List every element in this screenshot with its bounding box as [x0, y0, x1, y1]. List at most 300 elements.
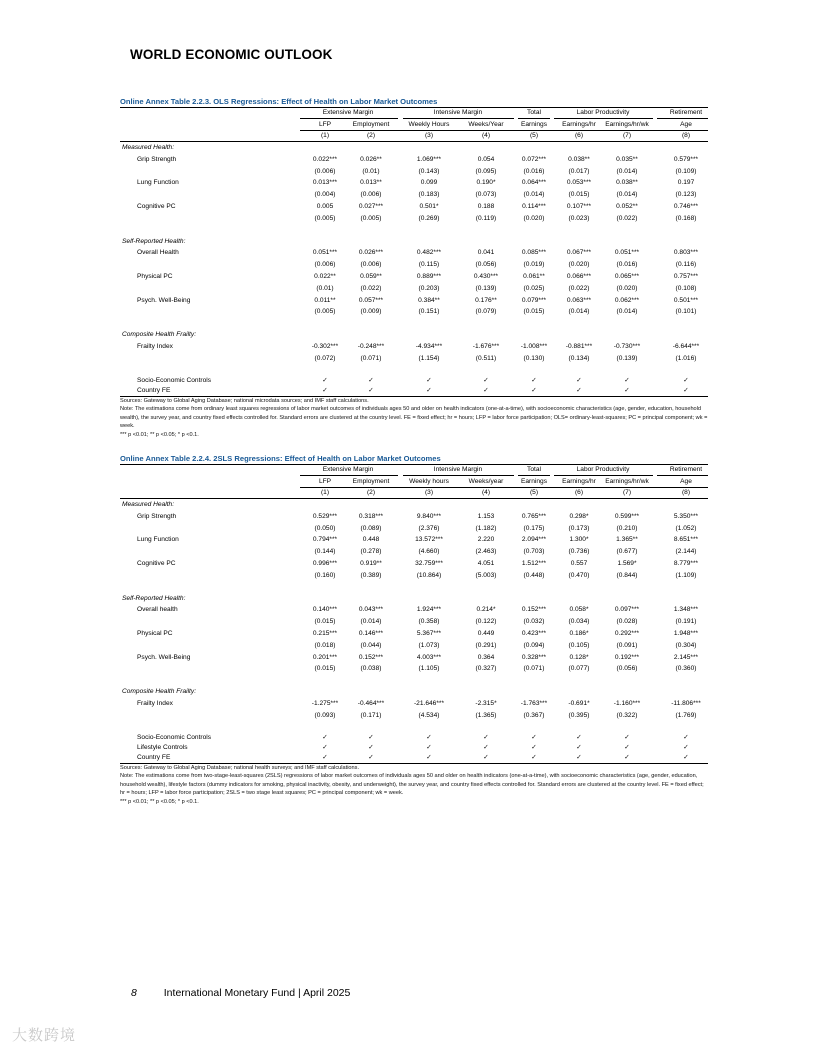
check-icon: ✓: [531, 753, 537, 761]
coef-cell: 0.146***: [358, 629, 384, 637]
column-number: (4): [481, 132, 491, 139]
coef-cell: 0.022***: [312, 155, 338, 163]
check-icon: ✓: [576, 733, 582, 741]
se-cell: (0.022): [360, 284, 382, 292]
coef-cell: 5.367***: [416, 629, 442, 637]
column-number: (2): [366, 132, 376, 139]
coef-cell: 1.948***: [673, 629, 699, 637]
se-cell: (0.018): [314, 641, 336, 649]
se-cell: (10.864): [416, 571, 442, 579]
coef-cell: 0.298*: [569, 512, 589, 520]
column-number: (6): [574, 489, 584, 496]
coef-cell: 0.128*: [569, 653, 589, 661]
se-cell: (0.130): [523, 354, 545, 362]
ols-table: [120, 97, 708, 440]
controls-label: Socio-Economic Controls: [137, 376, 212, 384]
coef-cell: 0.215***: [312, 629, 338, 637]
check-icon: ✓: [576, 753, 582, 761]
check-icon: ✓: [483, 743, 489, 751]
column-number: (8): [681, 132, 691, 139]
coef-cell: -11.806***: [671, 699, 701, 707]
coef-cell: 0.765***: [521, 512, 547, 520]
se-cell: (0.134): [568, 354, 590, 362]
row-label: Grip Strength: [137, 155, 177, 163]
note-line: Sources: Gateway to Global Aging Database; national health surveys; and IMF staff calculations.: [120, 764, 360, 771]
coef-cell: 0.186*: [569, 629, 589, 637]
group-header: Extensive Margin: [322, 109, 374, 116]
check-icon: ✓: [426, 753, 432, 761]
check-icon: ✓: [368, 386, 374, 394]
check-icon: ✓: [368, 733, 374, 741]
se-cell: (0.073): [475, 191, 497, 199]
coef-cell: 0.423***: [521, 629, 547, 637]
se-cell: (0.115): [418, 261, 440, 269]
column-header: Age: [680, 478, 692, 485]
se-cell: (0.139): [616, 354, 638, 362]
coef-cell: 0.152***: [358, 653, 384, 661]
group-header: Intensive Margin: [433, 466, 483, 473]
se-cell: (4.534): [418, 711, 440, 719]
check-icon: ✓: [624, 386, 630, 394]
coef-cell: 0.097***: [614, 606, 640, 614]
row-label: Cognitive PC: [137, 559, 176, 567]
section-row: [120, 329, 708, 341]
coef-cell: 0.011**: [314, 296, 336, 304]
section-gap: [120, 582, 708, 593]
se-row: [120, 663, 708, 675]
column-header: Earnings: [520, 121, 548, 128]
se-cell: (0.005): [314, 308, 336, 316]
coef-cell: 0.328***: [521, 653, 547, 661]
check-icon: ✓: [426, 743, 432, 751]
se-cell: (0.360): [675, 665, 697, 673]
table-row: [120, 201, 708, 213]
controls-row: [120, 733, 708, 743]
column-header: Weekly hours: [409, 478, 449, 485]
check-icon: ✓: [576, 376, 582, 384]
coef-cell: 0.062***: [614, 296, 640, 304]
coef-cell: 32.759***: [415, 559, 443, 567]
controls-label: Socio-Economic Controls: [137, 733, 212, 741]
se-cell: (0.448): [523, 571, 545, 579]
coef-cell: 0.027***: [358, 202, 384, 210]
se-cell: (0.014): [568, 308, 590, 316]
coef-cell: 1.569*: [617, 559, 637, 567]
se-cell: (0.175): [523, 524, 545, 532]
row-label: Grip Strength: [137, 512, 177, 520]
coef-cell: 0.052**: [616, 202, 638, 210]
group-header: Retirement: [669, 109, 703, 116]
coef-cell: 0.013**: [360, 179, 382, 187]
se-cell: (0.038): [360, 665, 382, 673]
se-row: [120, 353, 708, 365]
coef-cell: 0.085***: [521, 249, 547, 257]
column-number: (5): [529, 132, 539, 139]
row-label: Cognitive PC: [137, 202, 176, 210]
coef-cell: 0.197: [677, 179, 695, 187]
column-number: (1): [320, 132, 330, 139]
column-header: Earnings/hr/wk: [605, 478, 649, 485]
column-number: (5): [529, 489, 539, 496]
coef-cell: 0.201***: [312, 653, 338, 661]
group-underline: [657, 475, 708, 476]
se-cell: (0.203): [418, 284, 440, 292]
se-cell: (0.056): [475, 261, 497, 269]
coef-cell: 0.176**: [475, 296, 497, 304]
se-cell: (0.071): [360, 354, 382, 362]
group-underline: [554, 475, 653, 476]
check-icon: ✓: [624, 753, 630, 761]
coef-cell: 0.188: [477, 202, 495, 210]
row-label: Psych. Well-Being: [137, 653, 191, 661]
section-label: Self-Reported Health:: [122, 237, 186, 245]
se-cell: (1.052): [675, 524, 697, 532]
se-cell: (0.108): [675, 284, 697, 292]
se-cell: (0.191): [675, 618, 697, 626]
se-cell: (0.119): [475, 214, 497, 222]
se-cell: (0.004): [314, 191, 336, 199]
coef-cell: 0.035**: [616, 155, 638, 163]
coef-cell: 0.026***: [358, 249, 384, 257]
coef-cell: 0.057***: [358, 296, 384, 304]
row-label: Frailty Index: [137, 699, 173, 707]
coef-cell: 0.152***: [521, 606, 547, 614]
coef-cell: 0.058*: [569, 606, 589, 614]
se-cell: (0.703): [523, 548, 545, 556]
se-cell: (0.094): [523, 641, 545, 649]
coef-cell: -6.644***: [672, 342, 700, 350]
se-cell: (0.017): [568, 167, 590, 175]
coef-cell: 0.067***: [566, 249, 592, 257]
row-label: Overall Health: [137, 249, 179, 257]
coef-cell: 9.840***: [416, 512, 442, 520]
section-gap: [120, 675, 708, 686]
se-cell: (0.014): [616, 167, 638, 175]
table-notes: [120, 764, 708, 807]
table-row: [120, 247, 708, 259]
table-row: [120, 698, 708, 710]
group-header: Total: [527, 466, 541, 473]
row-label: Physical PC: [137, 272, 173, 280]
check-icon: ✓: [576, 743, 582, 751]
check-icon: ✓: [426, 376, 432, 384]
se-cell: (0.01): [316, 284, 334, 292]
se-cell: (0.079): [475, 308, 497, 316]
check-icon: ✓: [368, 743, 374, 751]
se-row: [120, 283, 708, 295]
se-cell: (0.019): [523, 261, 545, 269]
group-header: Labor Productivity: [576, 466, 630, 473]
se-cell: (0.071): [523, 665, 545, 673]
group-underline: [554, 118, 653, 119]
coef-cell: 0.384**: [418, 296, 440, 304]
se-cell: (0.056): [616, 665, 638, 673]
check-icon: ✓: [531, 733, 537, 741]
coef-cell: 0.065***: [614, 272, 640, 280]
column-number: (7): [622, 132, 632, 139]
coef-cell: 0.746***: [673, 202, 699, 210]
column-number: (3): [424, 489, 434, 496]
coef-cell: 0.059**: [360, 272, 382, 280]
check-icon: ✓: [683, 743, 689, 751]
check-icon: ✓: [624, 733, 630, 741]
se-cell: (0.143): [418, 167, 440, 175]
section-label: Measured Health:: [122, 144, 175, 151]
table-body: [120, 499, 708, 763]
se-cell: (0.395): [568, 711, 590, 719]
se-cell: (0.015): [314, 618, 336, 626]
coef-cell: 0.079***: [521, 296, 547, 304]
controls-gap: [120, 365, 708, 376]
column-header: LFP: [318, 478, 332, 485]
coef-cell: 0.919**: [360, 559, 382, 567]
check-icon: ✓: [531, 743, 537, 751]
coef-cell: 1.365**: [616, 536, 638, 544]
se-cell: (0.050): [314, 524, 336, 532]
se-cell: (0.089): [360, 524, 382, 532]
coef-cell: 1.512***: [521, 559, 547, 567]
coef-cell: 0.501*: [419, 202, 439, 210]
table-row: [120, 154, 708, 166]
coef-cell: 1.153: [477, 512, 495, 520]
coef-cell: 2.094***: [521, 536, 547, 544]
check-icon: ✓: [322, 376, 328, 384]
coef-cell: -0.730***: [613, 342, 641, 350]
coef-cell: 0.051***: [312, 249, 338, 257]
se-cell: (0.105): [568, 641, 590, 649]
coef-cell: 8.779***: [673, 559, 699, 567]
table-body: [120, 142, 708, 396]
check-icon: ✓: [624, 743, 630, 751]
coef-cell: 0.114***: [522, 202, 546, 210]
se-cell: (1.105): [418, 665, 440, 673]
column-number: (1): [320, 489, 330, 496]
coef-cell: 0.803***: [673, 249, 699, 257]
se-cell: (0.028): [616, 618, 638, 626]
page-footer: [131, 987, 350, 999]
column-number: (8): [681, 489, 691, 496]
controls-label: Country FE: [137, 753, 171, 761]
section-label: Measured Health:: [122, 501, 175, 508]
se-cell: (0.006): [360, 191, 382, 199]
se-cell: (0.005): [314, 214, 336, 222]
se-cell: (2.376): [418, 524, 440, 532]
coef-cell: -2.315*: [475, 699, 497, 707]
coef-cell: 0.579***: [673, 155, 699, 163]
se-row: [120, 570, 708, 582]
se-cell: (1.016): [675, 354, 697, 362]
table-row: [120, 534, 708, 546]
group-underline: [300, 475, 398, 476]
check-icon: ✓: [483, 386, 489, 394]
section-row: [120, 593, 708, 605]
se-cell: (0.269): [418, 214, 440, 222]
group-underline: [518, 118, 550, 119]
controls-label: Lifestyle Controls: [137, 743, 188, 751]
se-cell: (0.014): [616, 191, 638, 199]
group-underline: [403, 475, 514, 476]
row-label: Psych. Well-Being: [137, 296, 191, 304]
table-header: [120, 108, 708, 141]
note-line: Sources: Gateway to Global Aging Database; national microdata sources; and IMF staff calculations.: [120, 397, 369, 404]
se-cell: (0.015): [568, 191, 590, 199]
column-header: Earnings/hr: [562, 121, 596, 128]
check-icon: ✓: [322, 743, 328, 751]
coef-cell: 0.005: [316, 202, 334, 210]
coef-cell: 0.501***: [673, 296, 699, 304]
se-cell: (0.01): [362, 167, 380, 175]
se-cell: (0.278): [360, 548, 382, 556]
coef-cell: -4.934***: [415, 342, 443, 350]
table-row: [120, 604, 708, 616]
se-cell: (0.091): [616, 641, 638, 649]
coef-cell: 0.996***: [312, 559, 338, 567]
section-gap: [120, 225, 708, 236]
se-cell: (0.044): [360, 641, 382, 649]
group-underline: [657, 118, 708, 119]
check-icon: ✓: [683, 376, 689, 384]
check-icon: ✓: [531, 386, 537, 394]
column-number: (6): [574, 132, 584, 139]
coef-cell: 0.038**: [568, 155, 590, 163]
check-icon: ✓: [483, 376, 489, 384]
table-title: Online Annex Table 2.2.4. 2SLS Regressions: Effect of Health on Labor Market Outcomes: [120, 454, 441, 463]
se-cell: (0.022): [616, 214, 638, 222]
se-row: [120, 546, 708, 558]
coef-cell: -1.160***: [613, 699, 641, 707]
coef-cell: 0.430***: [473, 272, 499, 280]
group-underline: [403, 118, 514, 119]
se-cell: (0.109): [675, 167, 697, 175]
note-line: *** p <0.01; ** p <0.05; * p <0.1.: [120, 798, 199, 805]
controls-row: [120, 753, 708, 763]
se-cell: (0.322): [616, 711, 638, 719]
se-cell: (0.006): [360, 261, 382, 269]
row-label: Lung Function: [137, 536, 179, 544]
coef-cell: 0.449: [477, 629, 495, 637]
column-header: Earnings/hr: [562, 478, 596, 485]
check-icon: ✓: [483, 753, 489, 761]
se-row: [120, 166, 708, 178]
se-cell: (2.463): [475, 548, 497, 556]
se-cell: (0.173): [568, 524, 590, 532]
check-icon: ✓: [576, 386, 582, 394]
column-number: (2): [366, 489, 376, 496]
table-title: Online Annex Table 2.2.3. OLS Regressions: Effect of Health on Labor Market Outcomes: [120, 97, 438, 106]
se-cell: (1.182): [475, 524, 497, 532]
column-header: Age: [680, 121, 692, 128]
check-icon: ✓: [322, 386, 328, 394]
coef-cell: 0.053***: [566, 179, 592, 187]
se-cell: (0.014): [616, 308, 638, 316]
check-icon: ✓: [322, 753, 328, 761]
se-cell: (0.677): [616, 548, 638, 556]
table-row: [120, 341, 708, 353]
se-cell: (0.093): [314, 711, 336, 719]
coef-cell: 1.069***: [416, 155, 442, 163]
coef-cell: 1.924***: [416, 606, 442, 614]
se-cell: (1.154): [418, 354, 440, 362]
se-cell: (1.073): [418, 641, 440, 649]
se-cell: (0.151): [418, 308, 440, 316]
coef-cell: 0.292***: [614, 629, 640, 637]
coef-cell: -0.302***: [311, 342, 339, 350]
table-row: [120, 628, 708, 640]
check-icon: ✓: [483, 733, 489, 741]
group-underline: [518, 475, 550, 476]
coef-cell: 0.482***: [416, 249, 442, 257]
se-cell: (0.358): [418, 618, 440, 626]
column-number: (7): [622, 489, 632, 496]
coef-cell: 2.145***: [673, 653, 699, 661]
coef-cell: 0.889***: [416, 272, 442, 280]
se-cell: (0.077): [568, 665, 590, 673]
se-cell: (0.844): [616, 571, 638, 579]
coef-cell: 0.051***: [614, 249, 640, 257]
column-header: Weeks/year: [468, 478, 504, 485]
se-cell: (0.022): [568, 284, 590, 292]
coef-cell: 0.043***: [358, 606, 384, 614]
coef-cell: -1.676***: [472, 342, 500, 350]
se-row: [120, 616, 708, 628]
table-row: [120, 652, 708, 664]
group-underline: [300, 118, 398, 119]
se-cell: (0.470): [568, 571, 590, 579]
check-icon: ✓: [426, 733, 432, 741]
column-header: Earnings: [520, 478, 548, 485]
se-cell: (0.291): [475, 641, 497, 649]
se-row: [120, 189, 708, 201]
coef-cell: 0.038**: [616, 179, 638, 187]
coef-cell: 0.757***: [673, 272, 699, 280]
table-row: [120, 271, 708, 283]
2sls-table: [120, 454, 708, 807]
coef-cell: 2.220: [477, 536, 495, 544]
check-icon: ✓: [426, 386, 432, 394]
coef-cell: 0.063***: [566, 296, 592, 304]
controls-label: Country FE: [137, 386, 171, 394]
coef-cell: 0.190*: [476, 179, 496, 187]
column-header: Employment: [352, 121, 390, 128]
se-cell: (2.144): [675, 548, 697, 556]
section-row: [120, 142, 708, 154]
controls-row: [120, 376, 708, 386]
se-cell: (0.327): [475, 665, 497, 673]
group-header: Extensive Margin: [322, 466, 374, 473]
coef-cell: 0.140***: [312, 606, 338, 614]
section-label: Composite Health Frailty:: [122, 688, 197, 696]
section-gap: [120, 318, 708, 329]
check-icon: ✓: [368, 376, 374, 384]
check-icon: ✓: [683, 733, 689, 741]
check-icon: ✓: [683, 753, 689, 761]
coef-cell: 0.061**: [523, 272, 545, 280]
se-cell: (0.736): [568, 548, 590, 556]
coef-cell: -0.881***: [565, 342, 593, 350]
coef-cell: 0.794***: [312, 536, 338, 544]
se-cell: (0.123): [675, 191, 697, 199]
coef-cell: 0.026**: [360, 155, 382, 163]
se-row: [120, 259, 708, 271]
se-cell: (0.511): [475, 354, 497, 362]
se-cell: (1.109): [675, 571, 697, 579]
se-row: [120, 306, 708, 318]
table-notes: [120, 397, 708, 440]
se-cell: (0.015): [523, 308, 545, 316]
se-cell: (0.006): [314, 261, 336, 269]
coef-cell: 0.214*: [476, 606, 496, 614]
se-cell: (0.122): [475, 618, 497, 626]
